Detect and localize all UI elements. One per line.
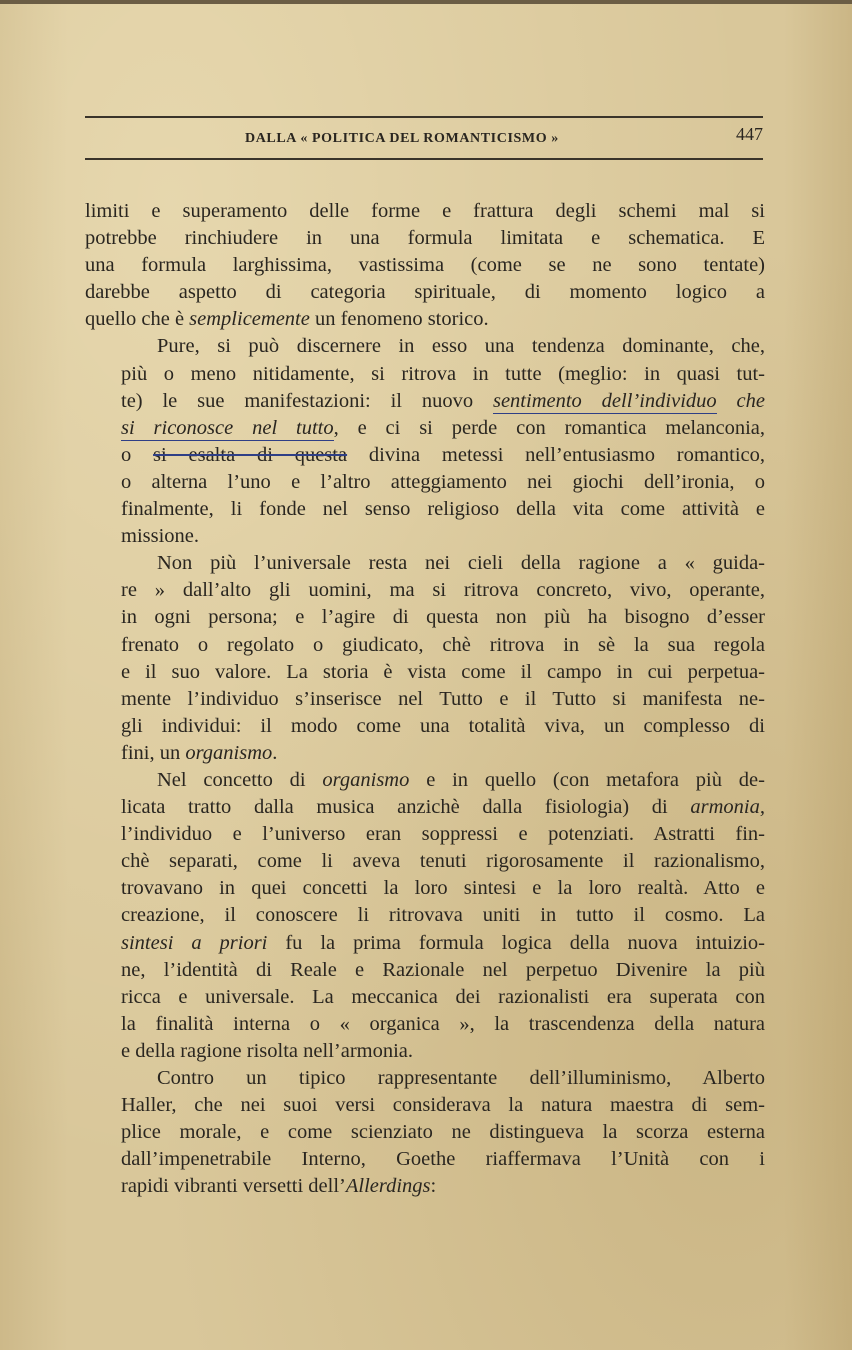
- text-line: [85, 848, 765, 875]
- paragraph: [85, 198, 765, 333]
- text-line: [85, 875, 765, 902]
- text-line: [85, 550, 765, 577]
- running-head: [85, 124, 763, 154]
- text-line: [85, 1173, 765, 1200]
- text-segment: o alterna l’uno e l’altro atteggiamento nei giochi dell’ironia, o: [121, 470, 765, 493]
- text-line: [85, 415, 765, 442]
- text-segment: re » dall’alto gli uomini, ma si ritrova concreto, vivo, operante,: [121, 579, 765, 602]
- text-segment: ne, l’identità di Reale e Razionale nel perpetuo Divenire la più: [121, 958, 765, 981]
- text-line: [85, 279, 765, 306]
- text-line: [85, 496, 765, 523]
- text-segment: Haller, che nei suoi versi considerava la natura maestra di sem-: [121, 1094, 765, 1117]
- text-segment: ricca e universale. La meccanica dei razionalisti era superata con: [121, 985, 765, 1008]
- body-text: [85, 198, 765, 1200]
- text-segment: licata tratto dalla musica anzichè dalla fisiologia) di: [121, 796, 691, 819]
- paragraph: [85, 333, 765, 550]
- text-line: [85, 604, 765, 631]
- text-line: [85, 902, 765, 929]
- text-line: [85, 686, 765, 713]
- text-segment: darebbe aspetto di categoria spirituale, di momento logico a: [85, 281, 765, 304]
- text-segment: e in quello (con metafora più de-: [409, 768, 765, 791]
- italic-text: si riconosce nel tutto: [121, 416, 334, 439]
- text-segment: limiti e superamento delle forme e frattura degli schemi mal si: [85, 200, 765, 222]
- text-segment: chè separati, come li aveva tenuti rigorosamente il razionalismo,: [121, 850, 765, 873]
- text-line: [85, 306, 765, 333]
- text-line: [85, 794, 765, 821]
- text-segment: la finalità interna o « organica », la trascendenza della natura: [121, 1012, 765, 1035]
- text-line: [85, 1011, 765, 1038]
- text-line: [85, 333, 765, 360]
- text-segment: Pure, si può discernere in esso una tendenza dominante, che,: [157, 335, 765, 358]
- text-segment: trovavano in quei concetti la loro sintesi e la loro realtà. Atto e: [121, 877, 765, 900]
- italic-text: armonia,: [690, 796, 765, 819]
- text-segment: e della ragione risolta nell’armonia.: [121, 1039, 414, 1062]
- text-segment: un fenomeno storico.: [309, 308, 489, 331]
- text-segment: più o meno nitidamente, si ritrova in tutte (meglio: in quasi tut-: [121, 362, 765, 385]
- text-line: [85, 252, 765, 279]
- text-segment: finalmente, li fonde nel senso religioso della vita come attività e: [121, 498, 765, 521]
- italic-text: organismo: [322, 768, 410, 791]
- paragraph: [85, 550, 765, 767]
- text-segment: plice morale, e come scienziato ne distingueva la scorza esterna: [121, 1121, 765, 1144]
- text-segment: :: [430, 1175, 437, 1198]
- text-line: [85, 523, 765, 550]
- text-line: [85, 1038, 765, 1065]
- text-line: [85, 1146, 765, 1173]
- text-line: [85, 930, 765, 957]
- text-segment: potrebbe rinchiudere in una formula limitata e schematica. E: [85, 227, 765, 250]
- page-number: 447: [736, 124, 763, 144]
- text-segment: si esalta di questa: [153, 443, 348, 466]
- text-segment: mente l’individuo s’inserisce nel Tutto e il Tutto si manifesta ne-: [121, 687, 765, 710]
- text-segment: frenato o regolato o giudicato, chè ritrova in sè la sua regola: [121, 633, 765, 656]
- text-segment: gli individui: il modo come una totalità viva, un complesso di: [121, 714, 765, 737]
- running-title: DALLA « POLITICA DEL ROMANTICISMO »: [245, 131, 559, 146]
- text-segment: te) le sue manifestazioni: il nuovo: [121, 389, 493, 412]
- text-segment: fini, un: [121, 741, 186, 764]
- text-line: [85, 1119, 765, 1146]
- text-line: [85, 821, 765, 848]
- italic-text: organismo: [185, 741, 273, 764]
- italic-text: sentimento dell’individuo: [492, 389, 717, 412]
- page-top-edge: [0, 0, 852, 4]
- text-segment: l’individuo e l’universo eran soppressi e potenziati. Astratti fin-: [121, 823, 765, 846]
- italic-text: Allerdings: [345, 1175, 431, 1198]
- text-segment: quello che è: [85, 308, 190, 331]
- text-segment: Non più l’universale resta nei cieli della ragione a « guida-: [157, 552, 765, 575]
- text-line: [85, 1065, 765, 1092]
- text-line: [85, 361, 765, 388]
- text-segment: , e ci si perde con romantica melanconia,: [333, 416, 765, 439]
- text-segment: e il suo valore. La storia è vista come il campo in cui perpetua-: [121, 660, 765, 683]
- paragraph: [85, 767, 765, 1065]
- text-line: [85, 740, 765, 767]
- text-line: [85, 469, 765, 496]
- paragraph: [85, 1065, 765, 1200]
- italic-text: sintesi a priori: [121, 931, 268, 954]
- text-segment: divina metessi nell’entusiasmo romantico,: [347, 443, 766, 466]
- text-line: [85, 388, 765, 415]
- text-segment: una formula larghissima, vastissima (come se ne sono tentate): [85, 254, 765, 277]
- text-line: [85, 713, 765, 740]
- text-segment: in ogni persona; e l’agire di questa non più ha bisogno d’esser: [121, 606, 765, 629]
- text-segment: .: [272, 741, 278, 764]
- text-line: [85, 442, 765, 469]
- text-segment: missione.: [121, 525, 200, 548]
- text-line: [85, 984, 765, 1011]
- header-rule-bottom: [85, 158, 763, 160]
- text-segment: creazione, il conoscere li ritrovava uniti in tutto il cosmo. La: [121, 904, 765, 927]
- text-segment: o: [121, 443, 154, 466]
- italic-text: semplicemente: [189, 308, 310, 331]
- text-line: [85, 659, 765, 686]
- text-line: [85, 1092, 765, 1119]
- header-rule-top: [85, 116, 763, 118]
- text-line: [85, 225, 765, 252]
- italic-text: che: [716, 389, 766, 412]
- text-line: [85, 632, 765, 659]
- text-line: [85, 577, 765, 604]
- text-line: [85, 767, 765, 794]
- text-line: [85, 957, 765, 984]
- text-line: [85, 198, 765, 225]
- text-segment: fu la prima formula logica della nuova intuizio-: [267, 931, 765, 954]
- text-segment: rapidi vibranti versetti dell’: [121, 1175, 346, 1198]
- text-segment: Contro un tipico rappresentante dell’illuminismo, Alberto: [157, 1067, 765, 1089]
- text-segment: dall’impenetrabile Interno, Goethe riaffermava l’Unità con i: [121, 1148, 765, 1171]
- text-segment: Nel concetto di: [157, 768, 323, 791]
